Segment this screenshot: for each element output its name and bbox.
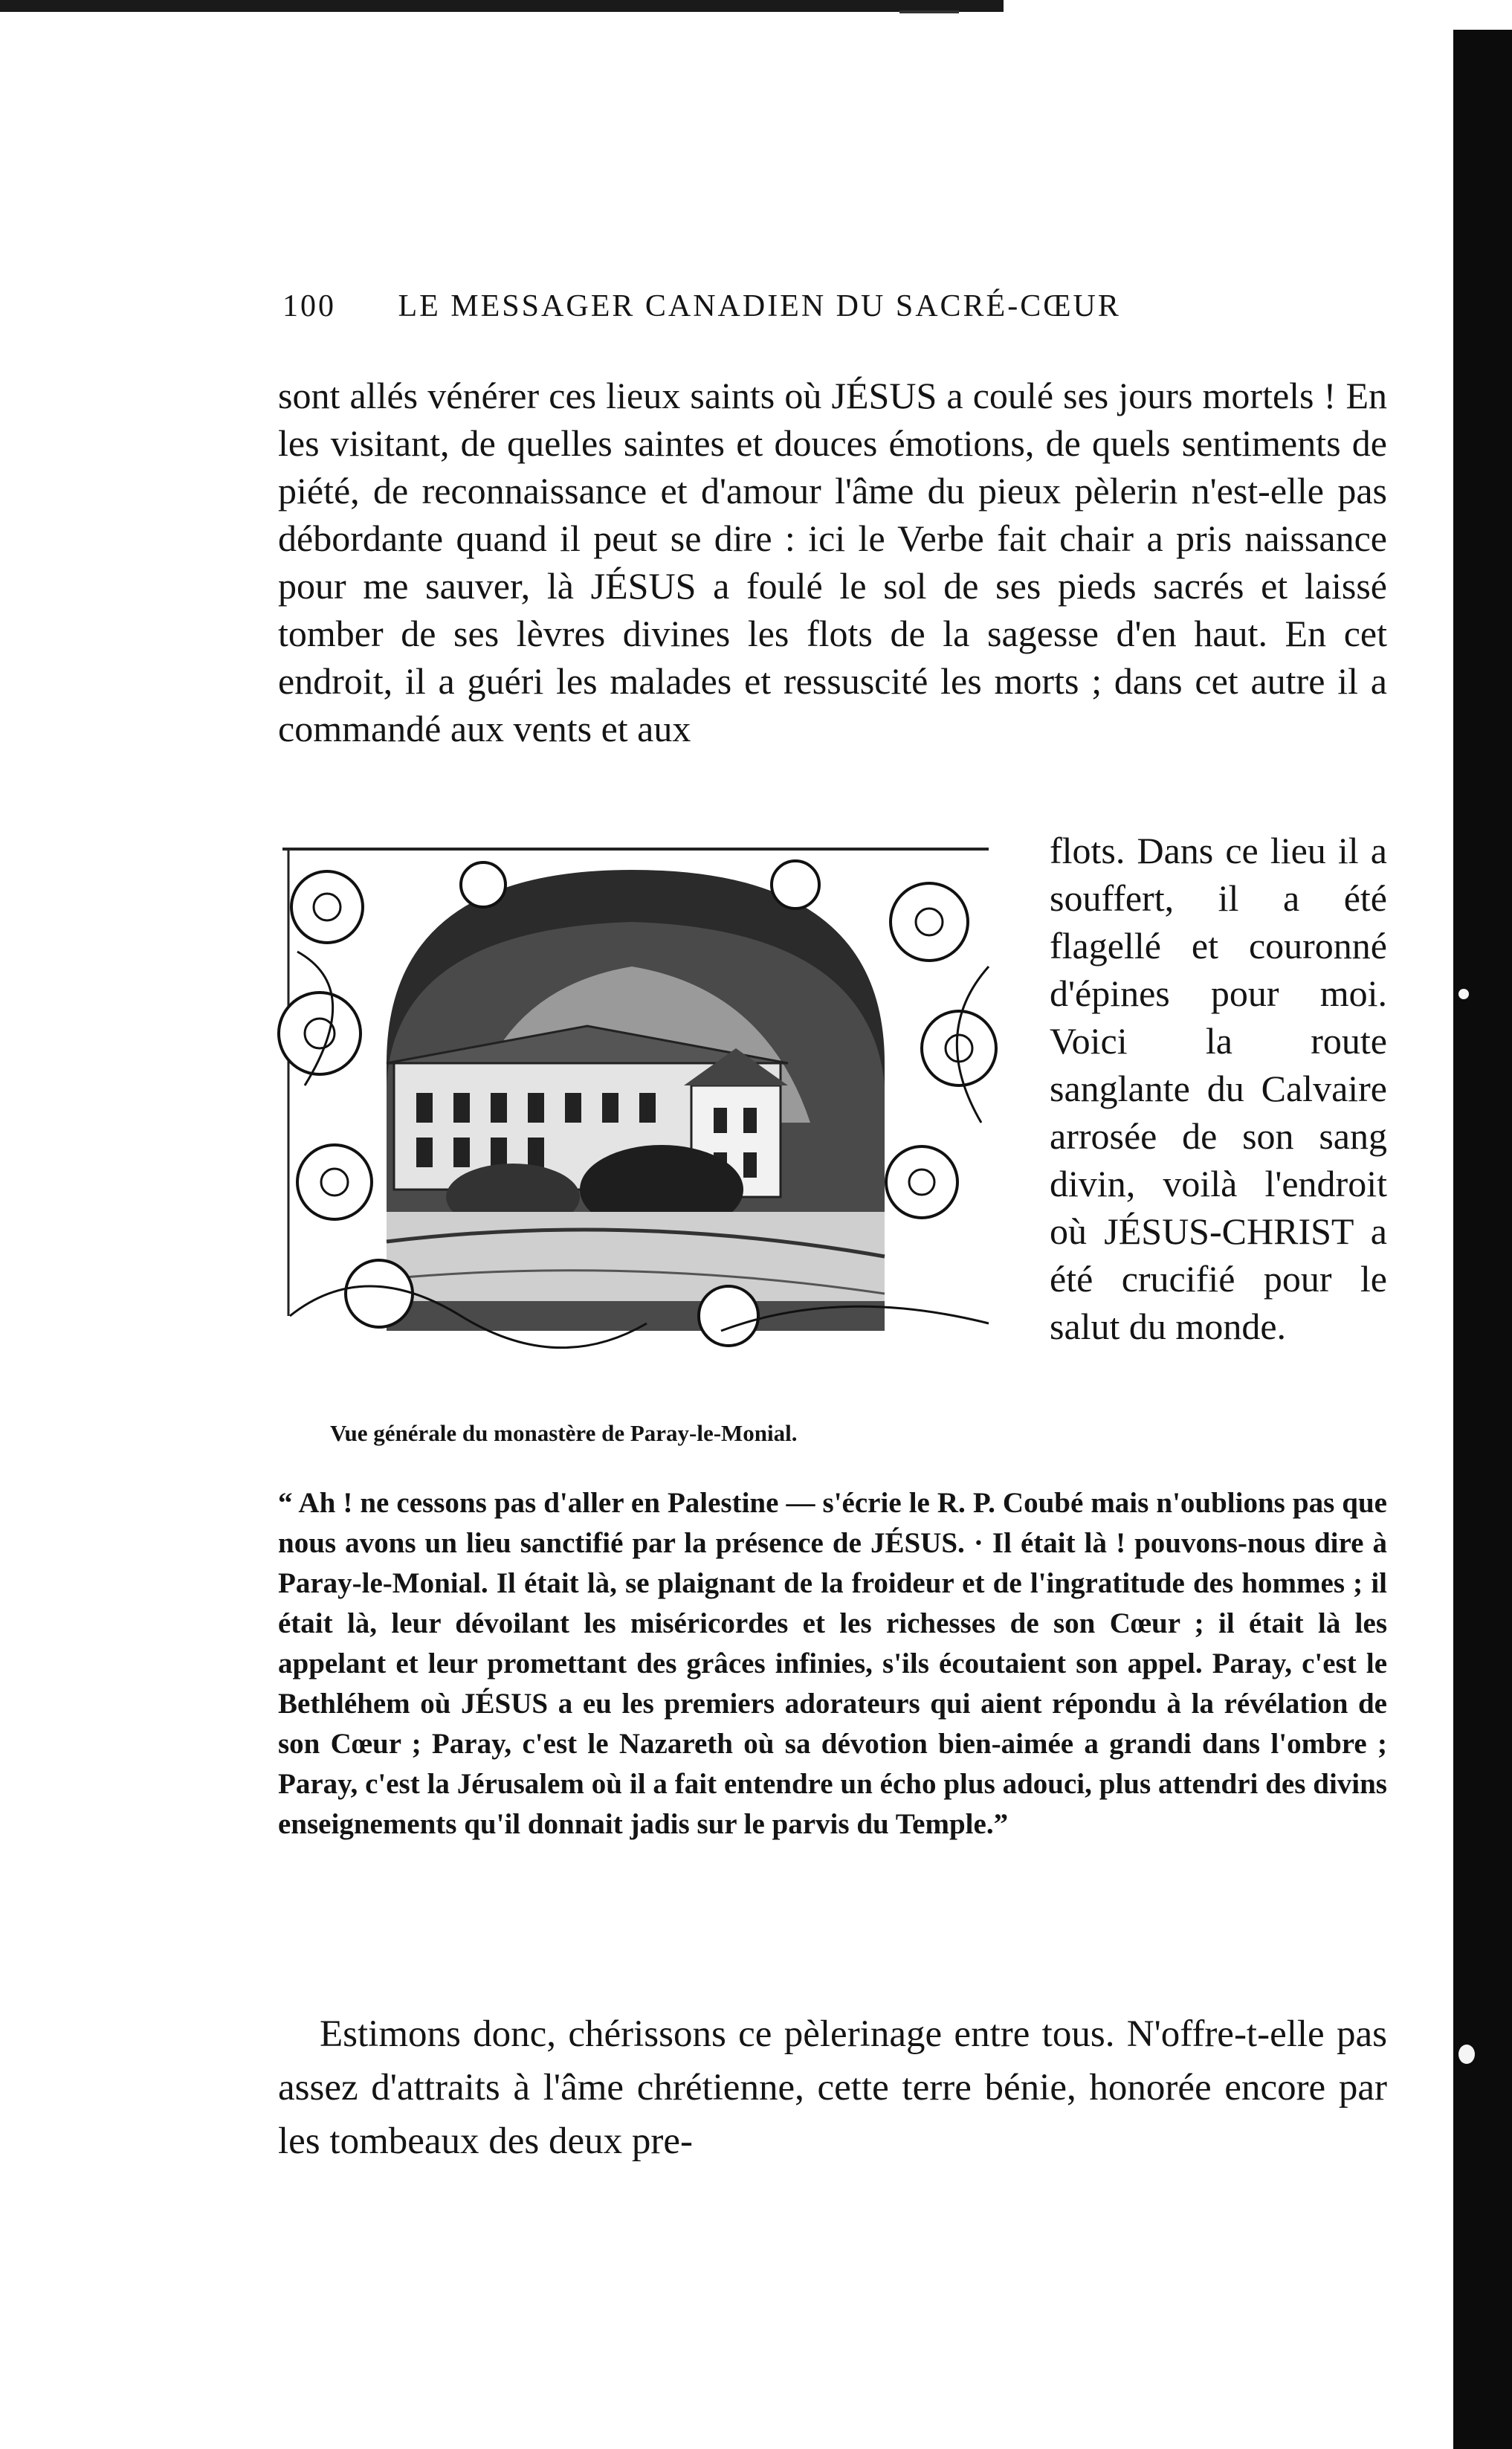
block-quote: “ Ah ! ne cessons pas d'aller en Palestine — s'écrie le R. P. Coubé mais n'oublions pas que nous avons un lieu sanctifié par la présence de JÉSUS. · Il était là ! pouvons-nous dire à Paray-le-Monial. Il était là, se plaignant de la froideur et de l'ingratitude des hommes ; il était là, leur dévoilant les miséricordes et les richesses de son Cœur ; il était là les appelant et leur promettant des grâces infinies, s'ils écoutaient son appel. Paray, c'est le Bethléhem où JÉSUS a eu les premiers adorateurs qui aient répondu à la révélation de son Cœur ; Paray, c'est le Nazareth où sa dévotion bien-aimée a grandi dans l'ombre ; Paray, c'est la Jérusalem où il a fait entendre un écho plus adouci, plus attendri des divins enseignements qu'il donnait jadis sur le parvis du Temple.” xyxy=(278,1487,1387,1840)
running-title: LE MESSAGER CANADIEN DU SACRÉ-CŒUR xyxy=(398,289,1121,323)
body-paragraph-1: sont allés vénérer ces lieux saints où JÉSUS a coulé ses jours mortels ! En les visitant, de quelles saintes et douces émotions, de quels sentiments de piété, de reconnaissance et d'amour l'âme du pieux pèlerin n'est-elle pas débordante quand il peut se dire : ici le Verbe fait chair a pris naissance pour me sauver, là JÉSUS a foulé le sol de ses pieds sacrés et laissé tomber de ses lèvres divines les flots de la sagesse d'en haut. En cet endroit, il a guéri les malades et ressuscité les morts ; dans cet autre il a commandé aux vents et aux xyxy=(278,375,1387,749)
body-paragraph-3: Estimons donc, chérissons ce pèlerinage entre tous. N'offre-t-elle pas assez d'attraits à l'âme chrétienne, cette terre bénie, honorée encore par les tombeaux des deux pre- xyxy=(278,2013,1387,2162)
running-header xyxy=(282,288,1383,333)
monastery-illustration xyxy=(275,840,1026,1353)
edge-mark xyxy=(1458,989,1469,999)
top-rule-fragment xyxy=(899,10,959,13)
figure-caption: Vue générale du monastère de Paray-le-Monial. xyxy=(330,1420,798,1446)
top-rule xyxy=(0,0,1004,12)
page-edge-shadow xyxy=(1453,30,1512,2449)
body-paragraph-1-continued: flots. Dans ce lieu il a souffert, il a été flagellé et couronné d'épines pour moi. Voici la route sanglante du Calvaire arrosée de son sang divin, voilà l'endroit où JÉSUS-CHRIST a été crucifié pour le salut du monde. xyxy=(1050,830,1387,1347)
edge-mark xyxy=(1458,2045,1475,2064)
page-number: 100 xyxy=(282,289,336,323)
